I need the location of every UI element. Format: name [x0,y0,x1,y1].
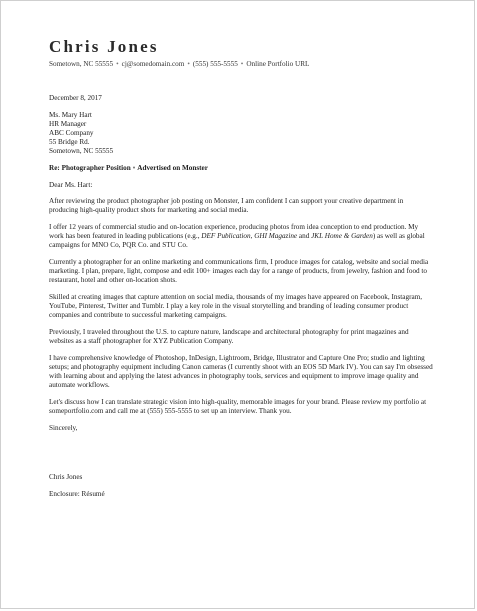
contact-separator: • [187,60,190,68]
recipient-city: Sometown, NC 55555 [49,147,114,156]
paragraph-4: Skilled at creating images that capture attention on social media, thousands of my images have appeared on Facebook, Instagram, YouTube, Pinterest, Twitter and Tumblr. I play a key role in the visual storytelling and branding of leading consumer product companies and contribute to successful marketing campaigns. [49,292,423,320]
publication-name: JKL Home & Garden [311,232,373,241]
subject-separator: • [132,164,136,172]
subject-prefix: Re: Photographer Position [49,164,131,172]
signature-name: Chris Jones [49,473,83,482]
paragraph-5: Previously, I traveled throughout the U.S. to capture nature, landscape and architectural photography for print magazines and websites as a staff photographer for XYZ Publication Company. [49,327,409,346]
letter-header [49,37,434,69]
subject-suffix: Advertised on Monster [137,164,208,172]
enclosure-note: Enclosure: Résumé [49,489,105,498]
publication-names: DEF Publication, GHI Magazine [201,232,298,241]
paragraph-1: After reviewing the product photographer job posting on Monster, I am confident I can support your creative department in producing high-quality product shots for marketing and social media. [49,197,404,215]
contact-line [49,59,434,69]
sender-name: Chris Jones [49,37,159,56]
contact-separator: • [240,60,244,68]
contact-separator: • [116,60,119,68]
letter-body [49,94,433,507]
paragraph-2-text-a: I offer 12 years of commercial studio and on-location experience, producing photos from idea conception to end production. My work has been featured in leading publications (e.g., [49,222,419,241]
sender-email: cj@somedomain.com [121,60,185,68]
recipient-address [49,111,433,157]
paragraph-7: Let's discuss how I can translate strategic vision into high-quality, memorable images for your brand. Please review my portfolio at someportfolio.com and call me at (555) 555-5555 to set up an interview. Thank you. [49,397,427,416]
sender-address: Sometown, NC 55555 [49,60,114,68]
paragraph-2-text-c: ) as well as global campaigns for MNO Co, PQR Co. and STU Co. [49,232,425,250]
subject-line [49,164,433,173]
paragraph-2-text-b: and [297,232,312,241]
recipient-company: ABC Company [49,129,94,137]
recipient-street: 55 Bridge Rd. [49,138,90,147]
closing: Sincerely, [49,423,78,432]
recipient-title: HR Manager [49,119,87,128]
salutation: Dear Ms. Hart: [49,180,93,189]
sender-phone: (555) 555-5555 [192,60,238,68]
sender-portfolio: Online Portfolio URL [246,60,310,68]
letter-date: December 8, 2017 [49,94,102,102]
paragraph-3: Currently a photographer for an online marketing and communications firm, I produce images for catalog, website and social media marketing. I plan, prepare, light, compose and edit 100+ images each day for a range of products, from jewelry, fashion and food to restaurant, hotel and other on-location shots. [49,257,429,285]
paragraph-2 [49,223,433,251]
signature-space [49,440,433,473]
paragraph-6: I have comprehensive knowledge of Photoshop, InDesign, Lightroom, Bridge, Illustrator and Capture One Pro; studio and lighting setups; and photography equipment including Canon cameras (I currently shoot with an EOS 5D Mark IV). You can say I'm obsessed with learning about and applying the latest advances in photography tools, services and equipment to improve image quality and automate workflows. [49,353,433,390]
recipient-name: Ms. Mary Hart [49,110,92,119]
